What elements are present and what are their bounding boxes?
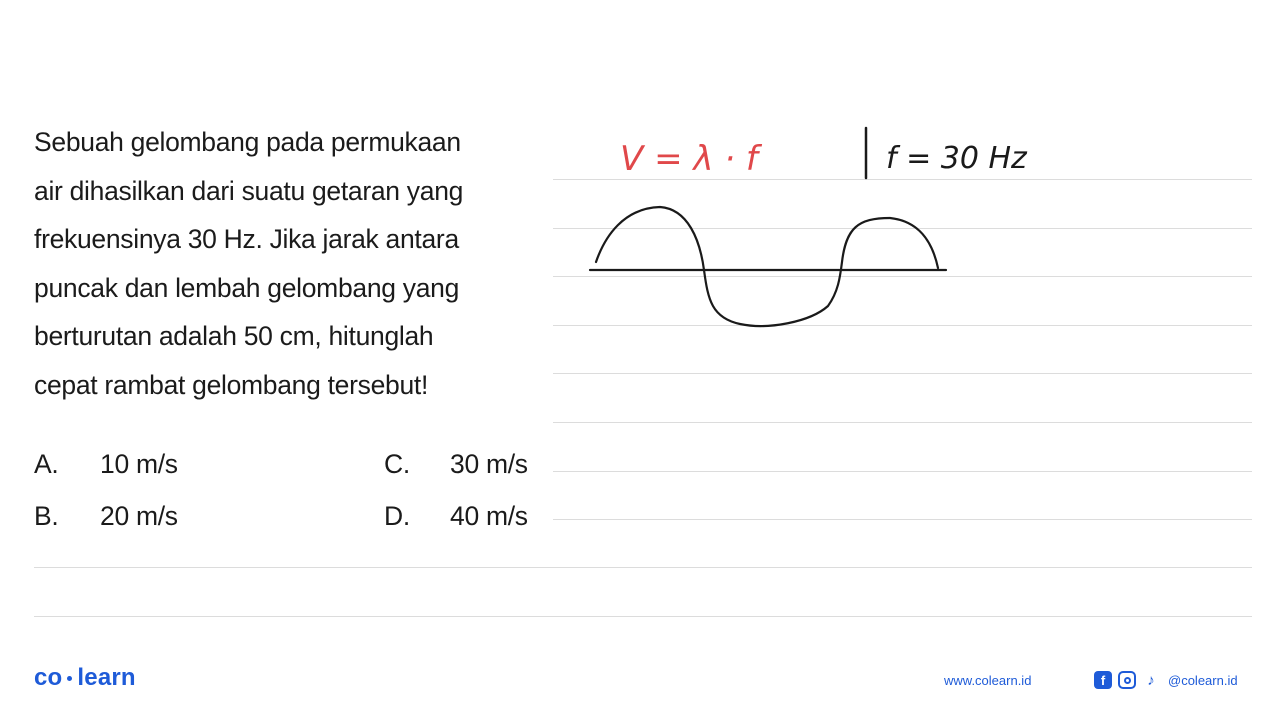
option-c[interactable] bbox=[384, 440, 528, 488]
option-letter: C. bbox=[384, 449, 410, 479]
option-b[interactable] bbox=[34, 492, 178, 540]
ruled-line bbox=[553, 179, 1252, 180]
given-text: f = 30 Hz bbox=[886, 141, 1027, 176]
option-letter: B. bbox=[34, 501, 59, 531]
option-value: 40 m/s bbox=[450, 501, 528, 531]
ruled-line bbox=[553, 373, 1252, 374]
question-line: Sebuah gelombang pada permukaan bbox=[34, 127, 461, 157]
question-line: berturutan adalah 50 cm, hitunglah bbox=[34, 321, 434, 351]
website-link[interactable]: www.colearn.id bbox=[944, 673, 1032, 688]
ruled-line bbox=[553, 276, 1252, 277]
option-d[interactable] bbox=[384, 492, 528, 540]
ruled-line bbox=[553, 519, 1252, 520]
logo-text-left: co bbox=[34, 664, 63, 691]
ruled-line bbox=[34, 567, 1252, 568]
social-links bbox=[1094, 670, 1238, 690]
option-a[interactable] bbox=[34, 440, 178, 488]
question-line: air dihasilkan dari suatu getaran yang bbox=[34, 175, 464, 206]
ruled-line bbox=[553, 422, 1252, 423]
ruled-line bbox=[34, 616, 1252, 617]
option-value: 20 m/s bbox=[100, 501, 178, 531]
question-line: puncak dan lembah gelombang yang bbox=[34, 272, 460, 303]
option-value: 10 m/s bbox=[100, 449, 178, 479]
logo-text-right: learn bbox=[77, 664, 136, 691]
instagram-icon[interactable] bbox=[1118, 671, 1136, 689]
question-line: cepat rambat gelombang tersebut! bbox=[34, 369, 429, 400]
answer-options bbox=[34, 440, 554, 544]
ruled-line bbox=[553, 228, 1252, 229]
logo-dot bbox=[67, 676, 72, 681]
option-value: 30 m/s bbox=[450, 449, 528, 479]
option-letter: D. bbox=[384, 501, 410, 531]
colearn-logo[interactable] bbox=[34, 664, 136, 692]
option-letter: A. bbox=[34, 449, 59, 479]
formula-text: V = λ · f bbox=[620, 139, 758, 179]
question-line: frekuensinya 30 Hz. Jika jarak antara bbox=[34, 224, 459, 254]
ruled-line bbox=[553, 325, 1252, 326]
facebook-icon[interactable]: f bbox=[1094, 671, 1112, 689]
tiktok-icon[interactable]: ♪ bbox=[1147, 671, 1155, 689]
wave-drawing bbox=[596, 207, 938, 326]
ruled-line bbox=[553, 471, 1252, 472]
question-text bbox=[34, 118, 554, 409]
social-handle[interactable]: @colearn.id bbox=[1168, 672, 1238, 688]
